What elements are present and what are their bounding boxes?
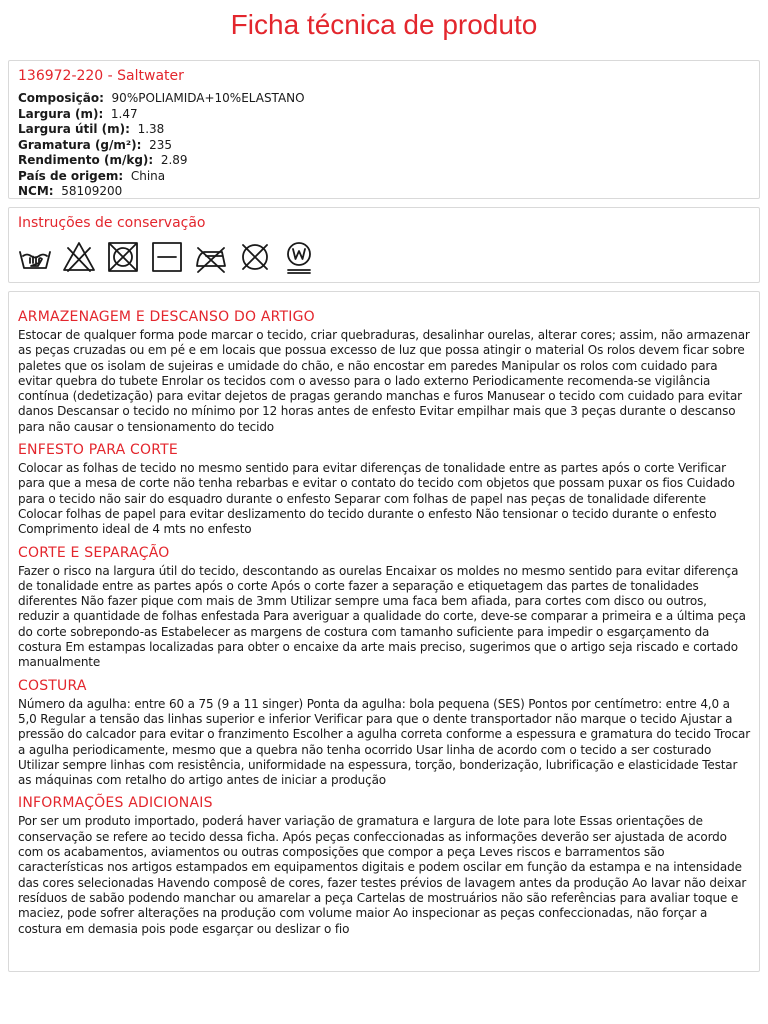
spec-value: 90%POLIAMIDA+10%ELASTANO bbox=[111, 91, 305, 105]
section-body-cutting: Fazer o risco na largura útil do tecido, descontando as ourelas Encaixar os moldes no mesmo sentido para evitar diferença de tonalidade entre as partes após o corte Após o corte fazer a separação e etiquetagem das partes de tonalidades diferentes Não fazer pique com mais de 3mm Utilizar sempre uma faca bem afiada, para cortes com disco ou outros, reduzir a quantidade de folhas enfestada Para averiguar a qualidade do corte, deve-se comparar a primeira e a última peça do corte sobrepondo-as Estabelecer as margens de costura com tamanho suficiente para impedir o esgarçamento da costura Em estampas localizadas para obter o encaixe da arte mais preciso, sugerimos que o artigo seja riscado e cortado manualmente bbox=[18, 563, 746, 670]
spec-label: NCM: bbox=[18, 184, 54, 198]
spec-label: Gramatura (g/m²): bbox=[18, 137, 142, 152]
section-body-additional-info: Por ser um produto importado, poderá haver variação de gramatura e largura de lote para lote Essas orientações de conservação se refere ao tecido dessa ficha. Após peças confeccionadas as informações deverão ser ajustada de acordo com os acabamentos, aviamentos ou outras composições que compor a peça Leves riscos e barramentos são características nos artigos estampados em equipamentos digitais e podem oscilar em função da estampa e na intensidade das cores selecionadas Havendo composê de cores, fazer testes prévios de lavagem antes da produção Ao lavar não deixar resíduos de sabão podendo manchar ou amarelar a peça Cartelas de mostruários não são referências para avaliar toque e maciez, pode sofrer alterações na produção com volume maior Ao inspecionar as peças confeccionadas, não forçar a costura em demasia pois pode esgarçar ou deslizar o fio bbox=[18, 814, 747, 936]
spec-row bbox=[18, 91, 750, 107]
product-heading: 136972-220 - Saltwater bbox=[18, 68, 184, 84]
spec-value: 235 bbox=[149, 137, 172, 152]
no-bleach-icon bbox=[62, 240, 96, 274]
spec-row bbox=[18, 184, 750, 200]
spec-label: Rendimento (m/kg): bbox=[18, 153, 154, 167]
spec-value: 58109200 bbox=[61, 184, 123, 198]
spec-label: País de origem: bbox=[18, 168, 124, 183]
spec-value: 2.89 bbox=[160, 153, 188, 167]
spec-value: China bbox=[130, 168, 166, 183]
spec-label: Largura útil (m): bbox=[18, 122, 130, 136]
page-title: Ficha técnica de produto bbox=[230, 9, 538, 40]
no-tumble-dry-icon bbox=[106, 240, 140, 274]
spec-label: Largura (m): bbox=[18, 106, 104, 121]
section-body-storage: Estocar de qualquer forma pode marcar o tecido, criar quebraduras, desalinhar ourelas, alterar cores; assim, não armazenar as peças cruzadas ou em pé e em locais que possua excesso de luz que possa atingir o material Os rolos devem ficar sobre paletes que os isolam de sujeiras e umidade do chão, e não encostar em paredes Manipular os rolos com cuidado para evitar quebra do tubete Enrolar os tecidos com o avesso para o lado externo Periodicamente recomenda-se vigilância contínua (dedetização) para evitar dejetos de pragas gerando manchas e furos Manusear o tecido com cuidado para evitar danos Descansar o tecido no mínimo por 12 horas antes de enfesto Evitar empilhar mais que 3 peças durante o descanso para não causar o tensionamento do tecido bbox=[18, 328, 750, 434]
spec-row bbox=[18, 169, 750, 185]
spec-value: 1.47 bbox=[110, 106, 138, 121]
spec-row bbox=[18, 138, 750, 154]
section-title-additional-info: INFORMAÇÕES ADICIONAIS bbox=[18, 795, 213, 812]
spec-label: Composição: bbox=[18, 91, 104, 105]
section-body-sewing: Número da agulha: entre 60 a 75 (9 a 11 singer) Ponta da agulha: bola pequena (SES) Pontos por centímetro: entre 4,0 a 5,0 Regular a tensão das linhas superior e inferior Verificar para que o dente transportador não marque o tecido Ajustar a pressão do calcador para evitar o franzimento Escolher a agulha correta conforme a espessura e gramatura do tecido Trocar a agulha periodicamente, mesmo que a quebra não tenha ocorrido Usar linha de acordo com o tecido a ser costurado Utilizar sempre linhas com resistência, uniformidade na espessura, torção, bonderização, lubrificação e elasticidade Testar as máquinas com retalho do artigo antes de iniciar a produção bbox=[18, 696, 750, 788]
spec-value: 1.38 bbox=[137, 122, 165, 136]
section-title-cutting: CORTE E SEPARAÇÃO bbox=[18, 544, 170, 561]
section-title-storage: ARMAZENAGEM E DESCANSO DO ARTIGO bbox=[18, 309, 315, 325]
care-instructions-panel bbox=[8, 207, 760, 283]
spec-row bbox=[18, 153, 750, 169]
section-title-spreading: ENFESTO PARA CORTE bbox=[18, 442, 178, 459]
wet-clean-icon bbox=[282, 240, 316, 274]
care-heading: Instruções de conservação bbox=[18, 215, 206, 231]
care-icons bbox=[18, 240, 750, 274]
instructions-panel bbox=[8, 291, 760, 972]
section-title-sewing: COSTURA bbox=[18, 677, 87, 694]
product-spec-panel bbox=[8, 60, 760, 199]
hand-wash-icon bbox=[18, 240, 52, 274]
section-body-spreading: Colocar as folhas de tecido no mesmo sentido para evitar diferenças de tonalidade entre as partes após o corte Verificar para que a mesa de corte não tenha rebarbas e evitar o contato do tecido com objetos que possam puxar os fios Cuidado para o tecido não sair do esquadro durante o enfesto Separar com folhas de papel nas peças de tonalidade diferente Colocar folhas de papel para evitar deslizamento do tecido durante o enfesto Não tensionar o tecido durante o enfesto Comprimento ideal de 4 mts no enfesto bbox=[18, 461, 735, 537]
no-iron-icon bbox=[194, 240, 228, 274]
flat-dry-icon bbox=[150, 240, 184, 274]
no-dry-clean-icon bbox=[238, 240, 272, 274]
spec-row bbox=[18, 107, 750, 123]
spec-row bbox=[18, 122, 750, 138]
